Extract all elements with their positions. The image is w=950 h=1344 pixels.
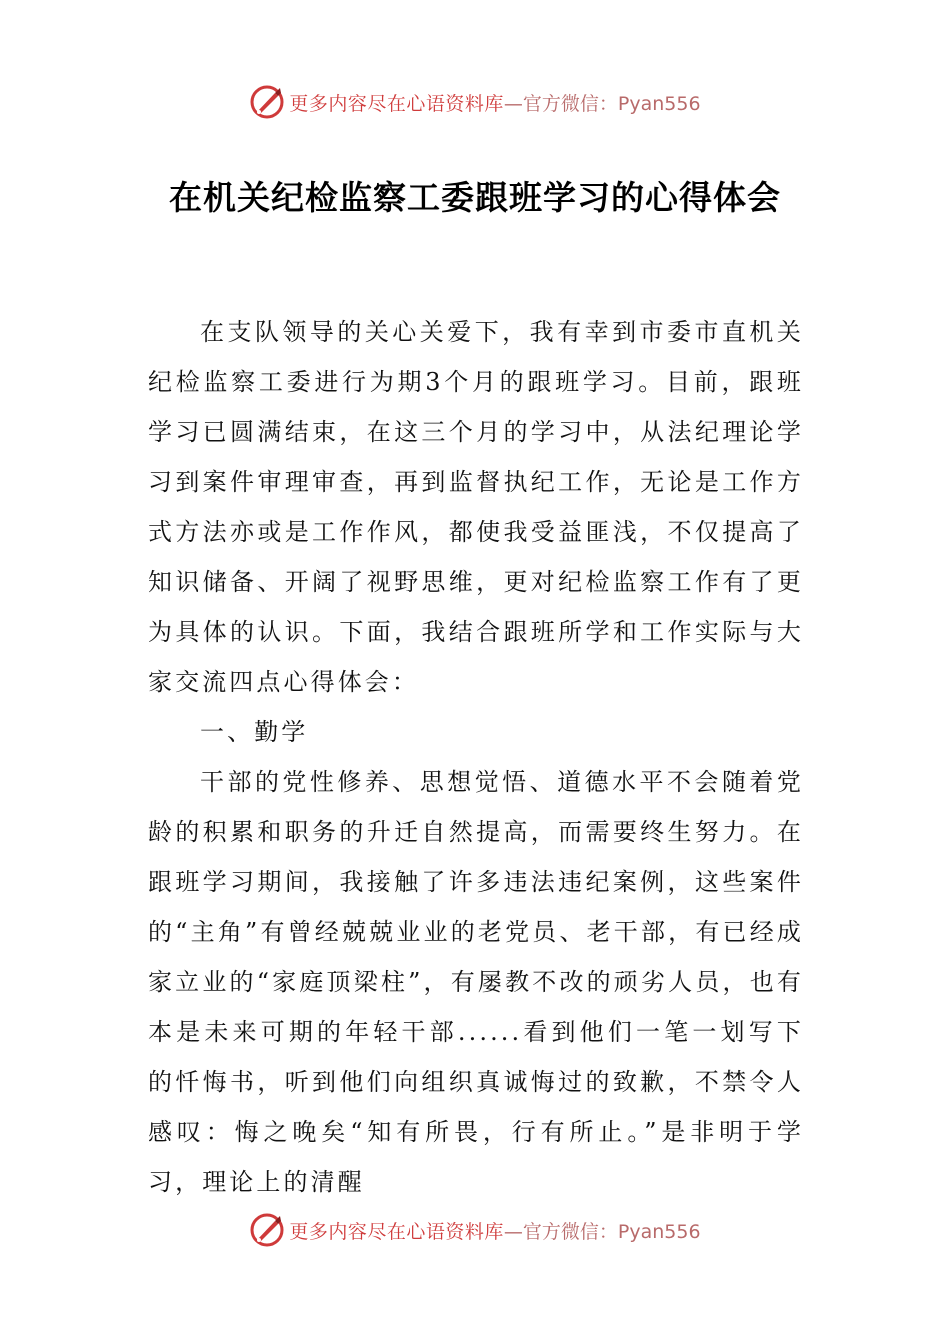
document-body bbox=[148, 307, 804, 1207]
footer-banner-wechat: —官方微信：Pyan556 bbox=[503, 1220, 701, 1243]
paragraph-intro: 在支队领导的关心关爱下，我有幸到市委市直机关纪检监察工委进行为期3个月的跟班学习。目前，跟班学习已圆满结束，在这三个月的学习中，从法纪理论学习到案件审理审查，再到监督执纪工作，无论是工作方式方法亦或是工作作风，都使我受益匪浅，不仅提高了知识储备、开阔了视野思维，更对纪检监察工作有了更为具体的认识。下面，我结合跟班所学和工作实际与大家交流四点心得体会： bbox=[148, 318, 804, 696]
footer-banner-text: 更多内容尽在心语资料库 bbox=[289, 1220, 504, 1243]
section-heading-1: 一、勤学 bbox=[200, 718, 309, 746]
header-banner-text: 更多内容尽在心语资料库 bbox=[289, 92, 504, 115]
quill-logo-icon bbox=[249, 84, 285, 120]
header-banner bbox=[0, 82, 950, 122]
document-title: 在机关纪检监察工委跟班学习的心得体会 bbox=[169, 178, 781, 217]
paragraph-section-1: 干部的党性修养、思想觉悟、道德水平不会随着党龄的积累和职务的升迁自然提高，而需要终生努力。在跟班学习期间，我接触了许多违法违纪案例，这些案件的“主角”有曾经兢兢业业的老党员、老干部，有已经成家立业的“家庭顶梁柱”，有屡教不改的顽劣人员，也有本是未来可期的年轻干部......看到他们一笔一划写下的忏悔书，听到他们向组织真诚悔过的致歉，不禁令人感叹：悔之晚矣“知有所畏，行有所止。”是非明于学习，理论上的清醒 bbox=[148, 768, 804, 1196]
header-banner-wechat: —官方微信：Pyan556 bbox=[503, 92, 701, 115]
quill-logo-icon bbox=[249, 1212, 285, 1248]
footer-banner bbox=[0, 1210, 950, 1250]
